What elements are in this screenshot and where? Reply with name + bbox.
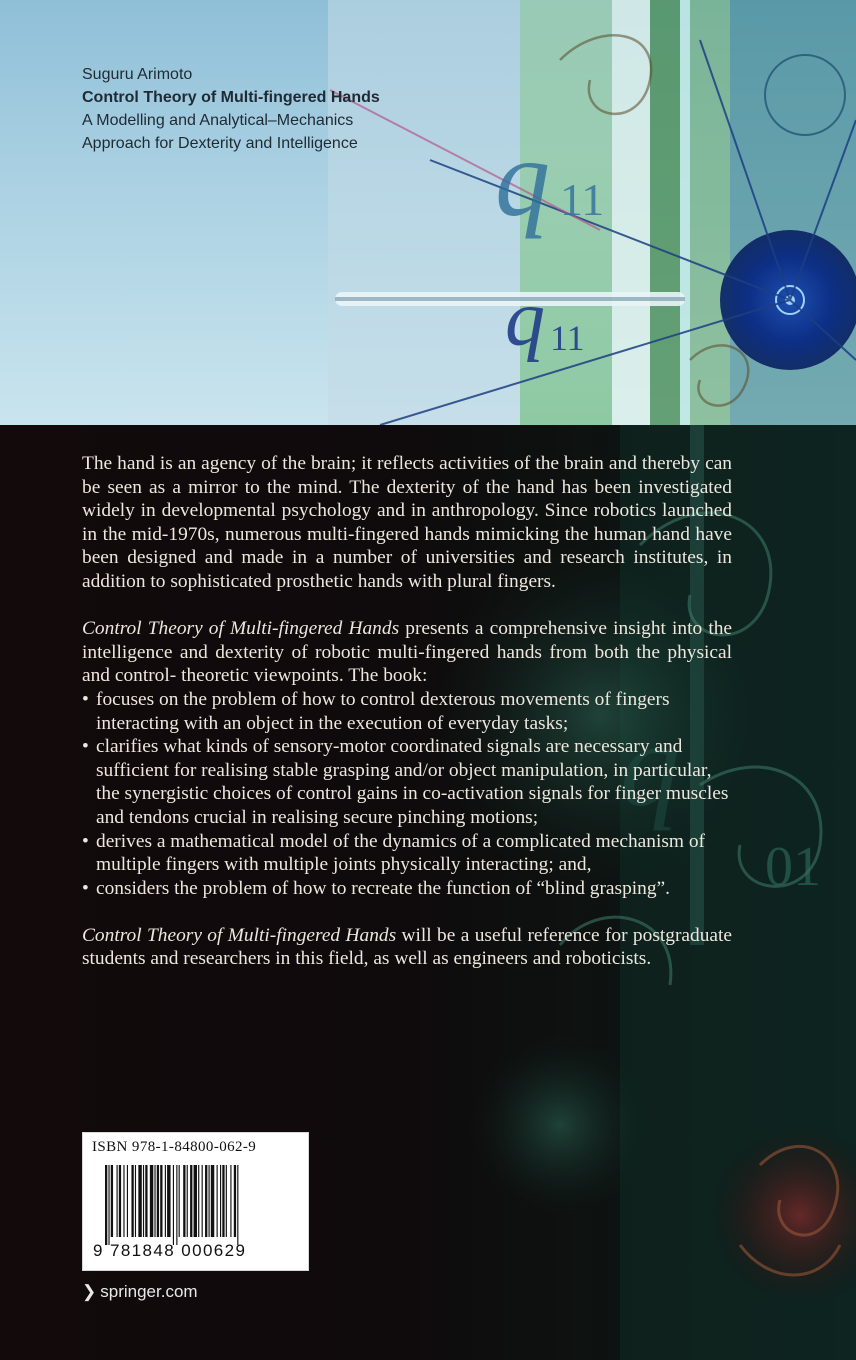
barcode-bar: [165, 1165, 166, 1237]
book-subtitle-line-1: A Modelling and Analytical–Mechanics: [82, 112, 354, 129]
barcode-bar: [143, 1165, 144, 1237]
barcode-bar: [150, 1165, 153, 1237]
barcode-bar: [157, 1165, 159, 1237]
description-paragraph-3: [82, 924, 732, 971]
chevron-right-icon: ❯: [82, 1282, 97, 1301]
barcode-bar: [179, 1165, 180, 1237]
barcode-bar: [111, 1165, 113, 1237]
list-item: • derives a mathematical model of the dynamics of a complicated mechanism of multiple fingers with multiple joints physically interacting; and,: [82, 830, 732, 877]
book-subtitle-line-2: Approach for Dexterity and Intelligence: [82, 135, 358, 152]
book-header: [82, 63, 380, 155]
description-paragraph-1: The hand is an agency of the brain; it reflects activities of the brain and thereby can be seen as a mirror to the mind. The dexterity of the hand has been investigated widely in developmental psychology and in anthropology. Since robotics launched in the mid-1970s, numerous multi-fingered hands mimicking the human hand have been designed and made in a number of universities and research institutes, in addition to sophisticated prosthetic hands with plural fingers.: [82, 453, 732, 592]
glyph-q-dark: q: [620, 698, 680, 831]
barcode-bar: [234, 1165, 236, 1237]
glyph-11-large: 11: [560, 174, 605, 225]
barcode-digits: 9 781848 000629: [93, 1241, 247, 1260]
barcode-bar: [190, 1165, 192, 1237]
isbn-barcode-box: [82, 1132, 309, 1271]
paragraph-3-text: will be a useful reference for postgraduate students and researchers in this field, as well as engineers and roboticists.: [82, 924, 732, 970]
barcode-bar: [217, 1165, 218, 1237]
list-item: • clarifies what kinds of sensory-motor coordinated signals are necessary and sufficient for realising stable grasping and/or object manipulation, in particular, the synergistic choices of control gains in co-activation signals for finger muscles and tendons crucial in realising secure pinching motions;: [82, 735, 732, 829]
barcode-bar: [138, 1165, 141, 1237]
isbn-label: ISBN 978-1-84800-062-9: [92, 1139, 257, 1155]
paragraph-2-text: presents a comprehensive insight into the intelligence and dexterity of robotic multi-fingered hands from both the physical and control- theoretic viewpoints. The book:: [82, 618, 733, 687]
barcode-bar: [211, 1165, 214, 1237]
description-text: [82, 452, 732, 971]
barcode-bar: [237, 1165, 238, 1245]
barcode-bar: [145, 1165, 147, 1237]
barcode-bar: [108, 1165, 109, 1245]
barcode-bar: [198, 1165, 199, 1237]
barcode-bar: [105, 1165, 107, 1245]
book-title-italic: Control Theory of Multi-fingered Hands: [82, 618, 400, 640]
barcode-bar: [123, 1165, 124, 1237]
barcode-bar: [187, 1165, 188, 1237]
barcode-bar: [194, 1165, 197, 1237]
feature-list: [82, 688, 732, 900]
book-title-italic: Control Theory of Multi-fingered Hands: [82, 924, 397, 946]
list-item: • focuses on the problem of how to control dexterous movements of fingers interacting with an object in the execution of everyday tasks;: [82, 688, 732, 735]
barcode-bar: [176, 1165, 177, 1245]
glyph-01: 01: [765, 836, 821, 898]
publisher-website: springer.com: [100, 1282, 198, 1301]
barcode-bar: [202, 1165, 203, 1237]
barcode-bar: [131, 1165, 133, 1237]
publisher-link[interactable]: [82, 1282, 198, 1302]
barcode-bar: [154, 1165, 155, 1237]
barcode-bar: [119, 1165, 121, 1237]
cover-banner: [0, 0, 856, 425]
barcode-bar: [167, 1165, 170, 1237]
barcode-bar: [117, 1165, 118, 1237]
barcode-bar: [205, 1165, 207, 1237]
barcode-bar: [173, 1165, 174, 1245]
barcode-image: [105, 1165, 287, 1249]
book-title: Control Theory of Multi-fingered Hands: [82, 89, 380, 106]
barcode-bar: [230, 1165, 231, 1237]
description-paragraph-2: [82, 617, 732, 688]
barcode-bar: [209, 1165, 210, 1237]
barcode-bar: [220, 1165, 221, 1237]
barcode-bar: [183, 1165, 185, 1237]
barcode-bar: [160, 1165, 162, 1237]
barcode-bar: [222, 1165, 224, 1237]
glyph-q-small: q: [505, 275, 545, 363]
glyph-11-small: 11: [550, 318, 585, 358]
list-item: • considers the problem of how to recreate the function of “blind grasping”.: [82, 877, 732, 901]
barcode-bar: [127, 1165, 128, 1237]
glyph-q-large: q: [495, 117, 550, 239]
author-name: Suguru Arimoto: [82, 66, 193, 83]
barcode-bar: [226, 1165, 227, 1237]
barcode-bar: [135, 1165, 136, 1237]
